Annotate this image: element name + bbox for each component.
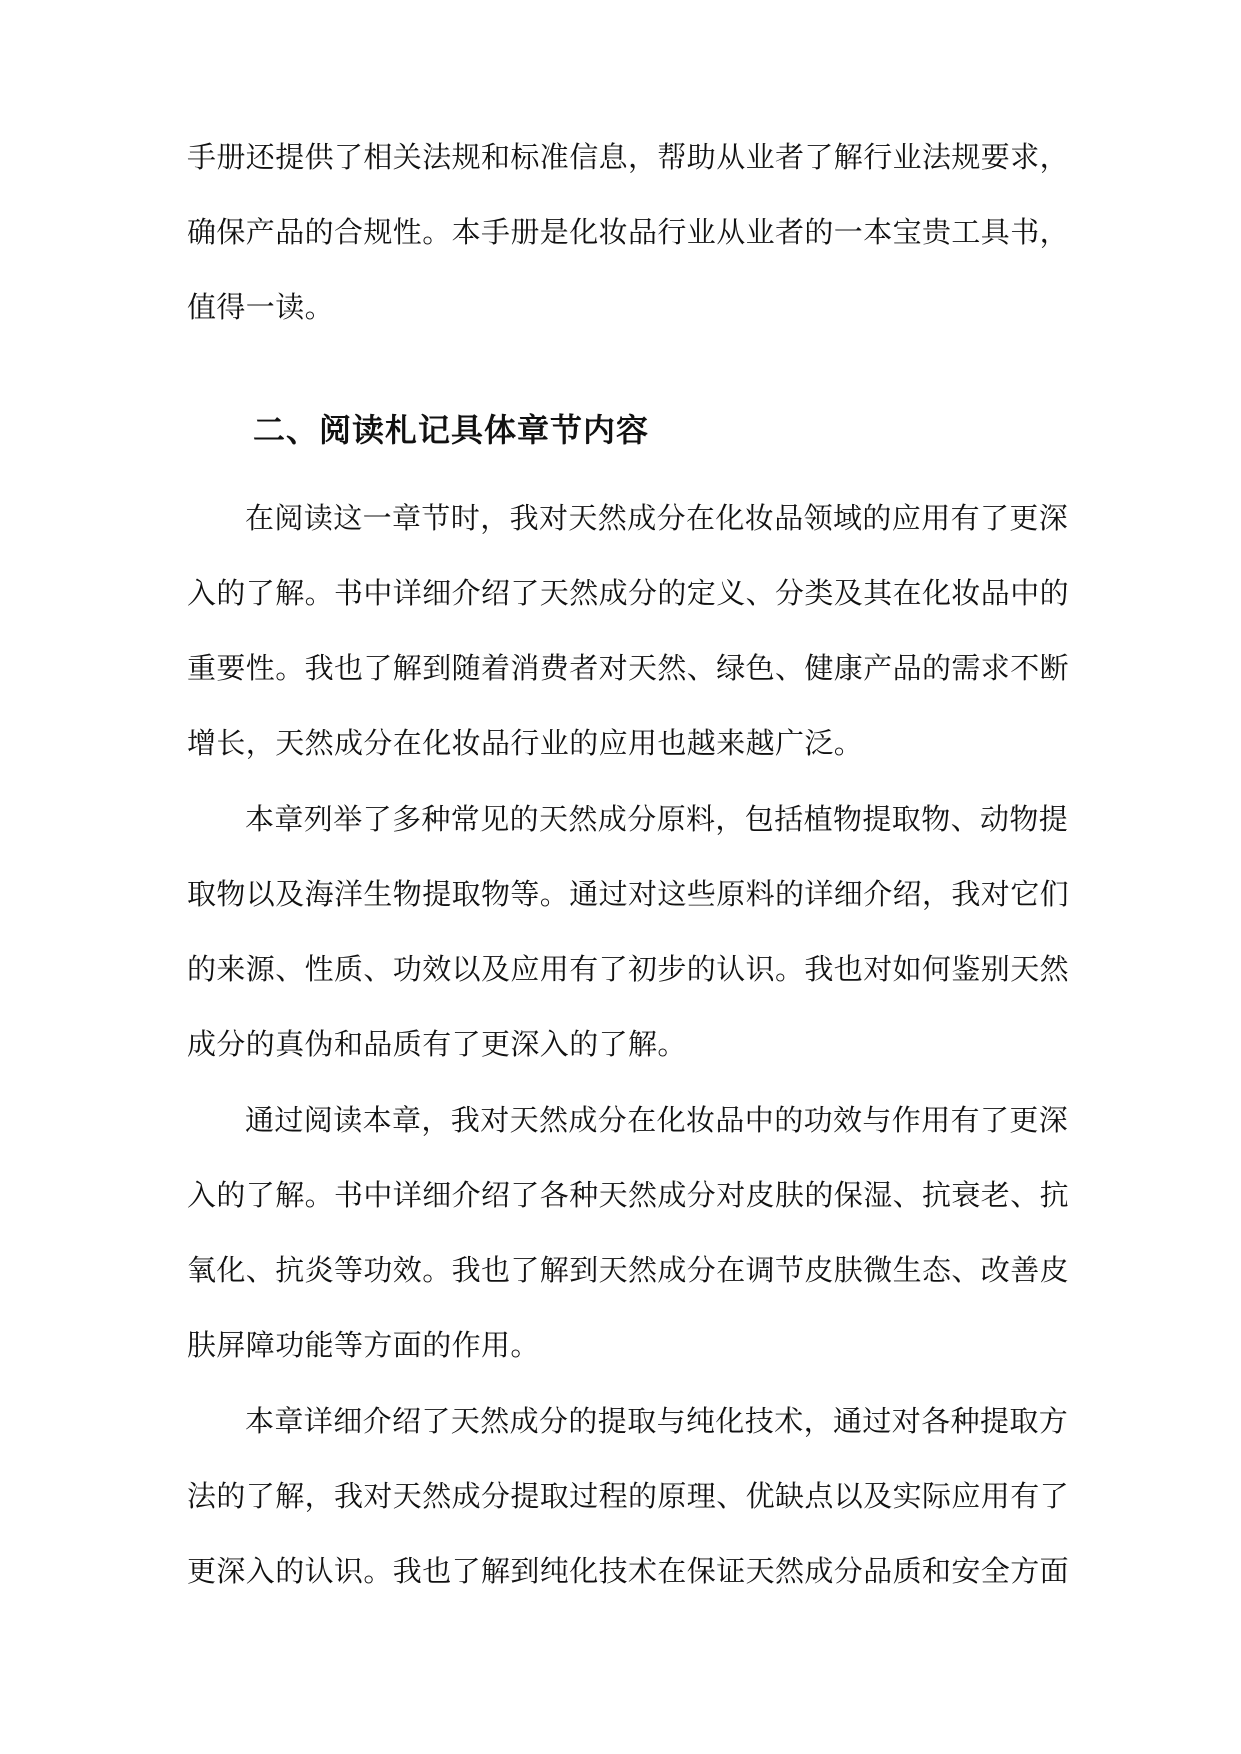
paragraph-line: 氧化、抗炎等功效。我也了解到天然成分在调节皮肤微生态、改善皮 bbox=[187, 1253, 1070, 1287]
paragraph-line: 肤屏障功能等方面的作用。 bbox=[187, 1328, 540, 1362]
paragraph-line: 的来源、性质、功效以及应用有了初步的认识。我也对如何鉴别天然 bbox=[187, 952, 1070, 986]
paragraph-line: 入的了解。书中详细介绍了各种天然成分对皮肤的保湿、抗衰老、抗 bbox=[187, 1178, 1070, 1212]
paragraph-line: 增长，天然成分在化妆品行业的应用也越来越广泛。 bbox=[187, 726, 864, 760]
intro-line: 手册还提供了相关法规和标准信息，帮助从业者了解行业法规要求， bbox=[187, 140, 1070, 174]
paragraph-line: 本章列举了多种常见的天然成分原料，包括植物提取物、动物提 bbox=[245, 802, 1069, 836]
intro-line: 确保产品的合规性。本手册是化妆品行业从业者的一本宝贵工具书， bbox=[187, 215, 1070, 249]
paragraph-line: 通过阅读本章，我对天然成分在化妆品中的功效与作用有了更深 bbox=[245, 1103, 1069, 1137]
intro-line: 值得一读。 bbox=[187, 290, 335, 324]
section-heading: 二、阅读札记具体章节内容 bbox=[253, 411, 650, 449]
paragraph-line: 入的了解。书中详细介绍了天然成分的定义、分类及其在化妆品中的 bbox=[187, 576, 1070, 610]
paragraph-line: 本章详细介绍了天然成分的提取与纯化技术，通过对各种提取方 bbox=[245, 1404, 1069, 1438]
paragraph-line: 成分的真伪和品质有了更深入的了解。 bbox=[187, 1027, 687, 1061]
paragraph-line: 在阅读这一章节时，我对天然成分在化妆品领域的应用有了更深 bbox=[245, 501, 1069, 535]
paragraph-line: 重要性。我也了解到随着消费者对天然、绿色、健康产品的需求不断 bbox=[187, 651, 1070, 685]
paragraph-line: 法的了解，我对天然成分提取过程的原理、优缺点以及实际应用有了 bbox=[187, 1479, 1070, 1513]
paragraph-line: 更深入的认识。我也了解到纯化技术在保证天然成分品质和安全方面 bbox=[187, 1554, 1070, 1588]
paragraph-line: 取物以及海洋生物提取物等。通过对这些原料的详细介绍，我对它们 bbox=[187, 877, 1070, 911]
